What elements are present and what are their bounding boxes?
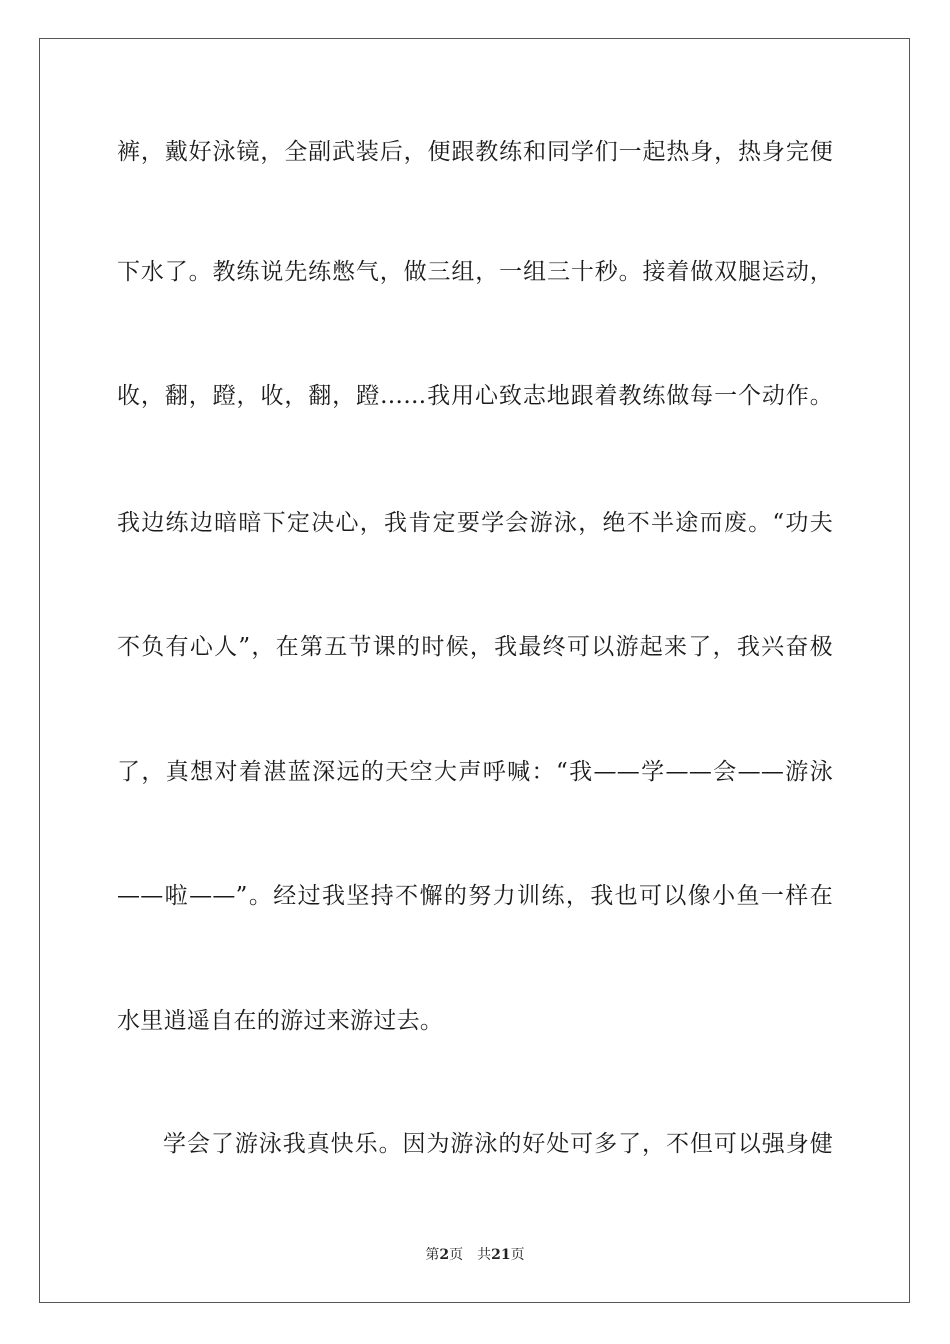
text-line-7: ——啦——”。经过我坚持不懈的努力训练，我也可以像小鱼一样在 bbox=[117, 883, 833, 909]
total-pages: 21 bbox=[491, 1247, 511, 1263]
page-border bbox=[39, 38, 910, 1303]
total-suffix: 页 bbox=[510, 1247, 525, 1263]
page-suffix: 页 bbox=[449, 1247, 464, 1263]
text-line-5: 不负有心人”，在第五节课的时候，我最终可以游起来了，我兴奋极 bbox=[117, 634, 833, 660]
page-prefix: 第 bbox=[425, 1247, 440, 1263]
text-line-1: 裤，戴好泳镜，全副武装后，便跟教练和同学们一起热身，热身完便 bbox=[117, 139, 833, 165]
text-line-8: 水里逍遥自在的游过来游过去。 bbox=[117, 1008, 444, 1034]
total-prefix: 共 bbox=[477, 1247, 492, 1263]
text-line-6: 了，真想对着湛蓝深远的天空大声呼喊：“我——学——会——游泳 bbox=[117, 759, 833, 785]
text-line-4: 我边练边暗暗下定决心，我肯定要学会游泳，绝不半途而废。“功夫 bbox=[117, 510, 833, 536]
page-number: 2 bbox=[439, 1247, 450, 1263]
text-line-9-paragraph-start: 学会了游泳我真快乐。因为游泳的好处可多了，不但可以强身健 bbox=[163, 1131, 833, 1157]
text-line-3: 收，翻，蹬，收，翻，蹬……我用心致志地跟着教练做每一个动作。 bbox=[117, 383, 833, 409]
page-footer bbox=[0, 1246, 950, 1264]
text-line-2: 下水了。教练说先练憋气，做三组，一组三十秒。接着做双腿运动， bbox=[117, 259, 833, 285]
